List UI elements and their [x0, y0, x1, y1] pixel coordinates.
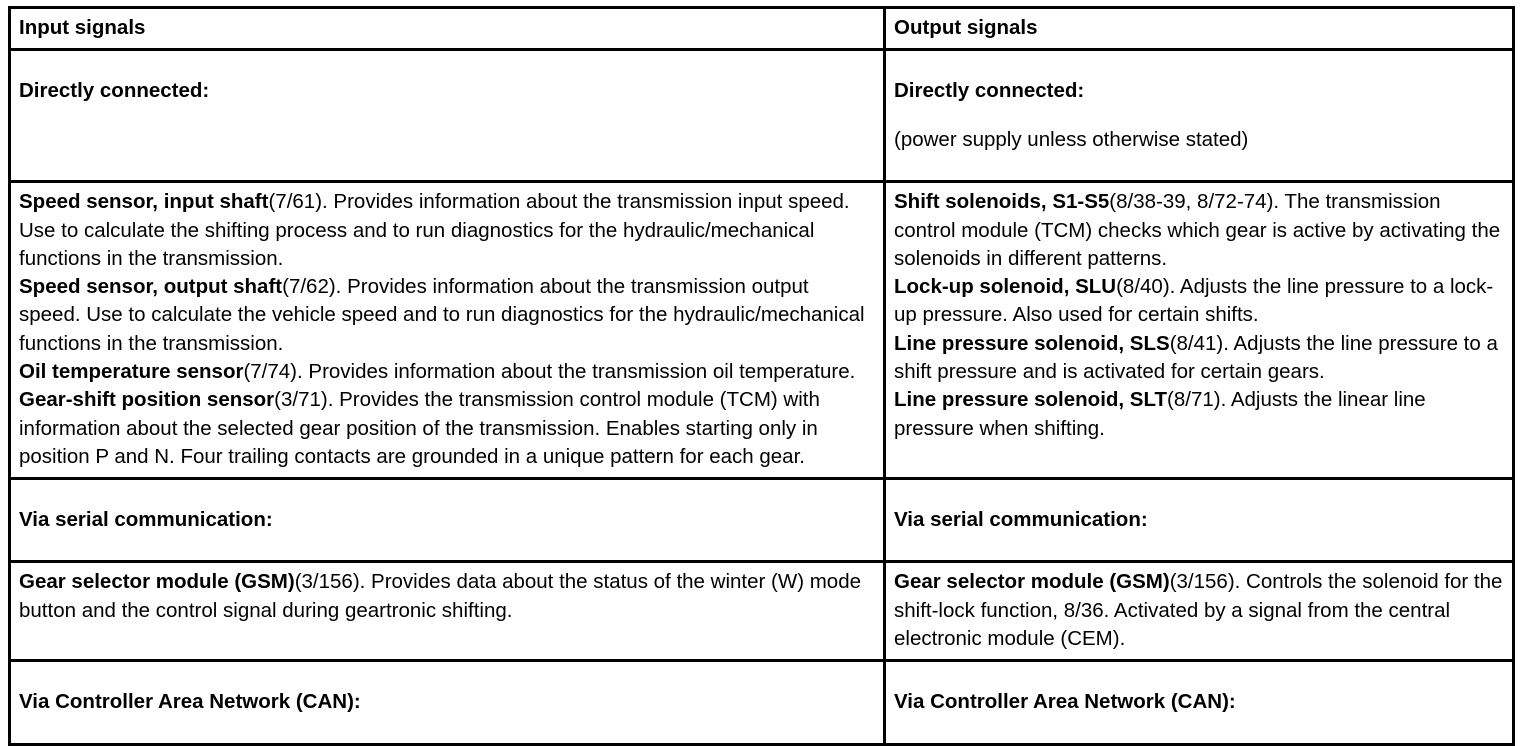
cell-input-gsm [10, 562, 885, 661]
item-title: Gear selector module (GSM) [19, 570, 295, 594]
cell-input-serial-title [10, 479, 885, 562]
item-title: Oil temperature sensor [19, 360, 244, 384]
item-title: Gear-shift position sensor [19, 388, 275, 412]
item-text: (8/41). Adjusts the line pressure to a shift pressure and is activated for certain gears. [894, 331, 1498, 384]
output-directly-connected-title: Directly connected: [894, 78, 1085, 102]
item-title: Lock-up solenoid, SLU [894, 275, 1117, 299]
signals-table [8, 6, 1515, 746]
list-item [894, 188, 1504, 273]
input-directly-connected-title: Directly connected: [19, 78, 210, 102]
item-title: Speed sensor, output shaft [19, 275, 283, 299]
table-row-sensors-solenoids [10, 182, 1514, 479]
item-text: (3/156). Provides data about the status of the winter (W) mode button and the control signal during geartronic shifting. [19, 570, 861, 622]
item-text: (3/156). Controls the solenoid for the shift-lock function, 8/36. Activated by a signal from the central electronic module (CEM). [894, 570, 1503, 650]
list-item [894, 330, 1504, 387]
output-can-title: Via Controller Area Network (CAN): [894, 689, 1236, 713]
item-text: (8/71). Adjusts the linear line pressure when shifting. [894, 388, 1426, 440]
cell-output-gsm [885, 562, 1514, 661]
document-page [0, 6, 1520, 713]
cell-output-can-title [885, 661, 1514, 744]
cell-input-sensors [10, 182, 885, 479]
header-input-signals: Input signals [10, 8, 885, 50]
list-item [894, 386, 1504, 443]
item-title: Gear selector module (GSM) [894, 570, 1170, 594]
cell-input-directly-connected [10, 50, 885, 182]
header-output-signals: Output signals [885, 8, 1514, 50]
item-text: (7/74). Provides information about the transmission oil temperature. [243, 360, 856, 384]
input-can-title: Via Controller Area Network (CAN): [19, 689, 361, 713]
list-item [894, 273, 1504, 330]
list-item [894, 568, 1504, 653]
item-text: (7/62). Provides information about the transmission output speed. Use to calculate the vehicle speed and to run diagnostics for the hydraulic/mechanical functions in the transmission. [19, 275, 865, 355]
table-header-row [10, 8, 1514, 50]
cell-output-directly-connected [885, 50, 1514, 182]
list-item [19, 358, 875, 386]
cell-input-can-title [10, 661, 885, 744]
table-row-serial-communication [10, 479, 1514, 562]
item-text: (3/71). Provides the transmission control module (TCM) with information about the selected gear position of the transmission. Enables starting only in position P and N. Four trailing contacts are grounded in a unique pattern for each gear. [19, 388, 820, 468]
item-title: Speed sensor, input shaft [19, 190, 269, 214]
item-text: (7/61). Provides information about the transmission input speed. Use to calculate the shifting process and to run diagnostics for the hydraulic/mechanical functions in the transmission. [19, 190, 850, 270]
output-directly-connected-note: (power supply unless otherwise stated) [894, 127, 1249, 151]
item-title: Shift solenoids, S1-S5 [894, 190, 1110, 214]
cell-output-serial-title [885, 479, 1514, 562]
table-row-directly-connected [10, 50, 1514, 182]
table-row-gsm [10, 562, 1514, 661]
cell-output-solenoids [885, 182, 1514, 479]
item-text: (8/40). Adjusts the line pressure to a lock-up pressure. Also used for certain shifts. [894, 275, 1494, 327]
item-title: Line pressure solenoid, SLS [894, 331, 1170, 355]
input-serial-communication-title: Via serial communication: [19, 507, 273, 531]
list-item [19, 568, 875, 625]
item-text: (8/38-39, 8/72-74). The transmission control module (TCM) checks which gear is active by activating the solenoids in different patterns. [894, 190, 1501, 270]
list-item [19, 273, 875, 358]
output-serial-communication-title: Via serial communication: [894, 507, 1148, 531]
table-row-can [10, 661, 1514, 744]
list-item [19, 188, 875, 273]
item-title: Line pressure solenoid, SLT [894, 388, 1168, 412]
list-item [19, 386, 875, 471]
